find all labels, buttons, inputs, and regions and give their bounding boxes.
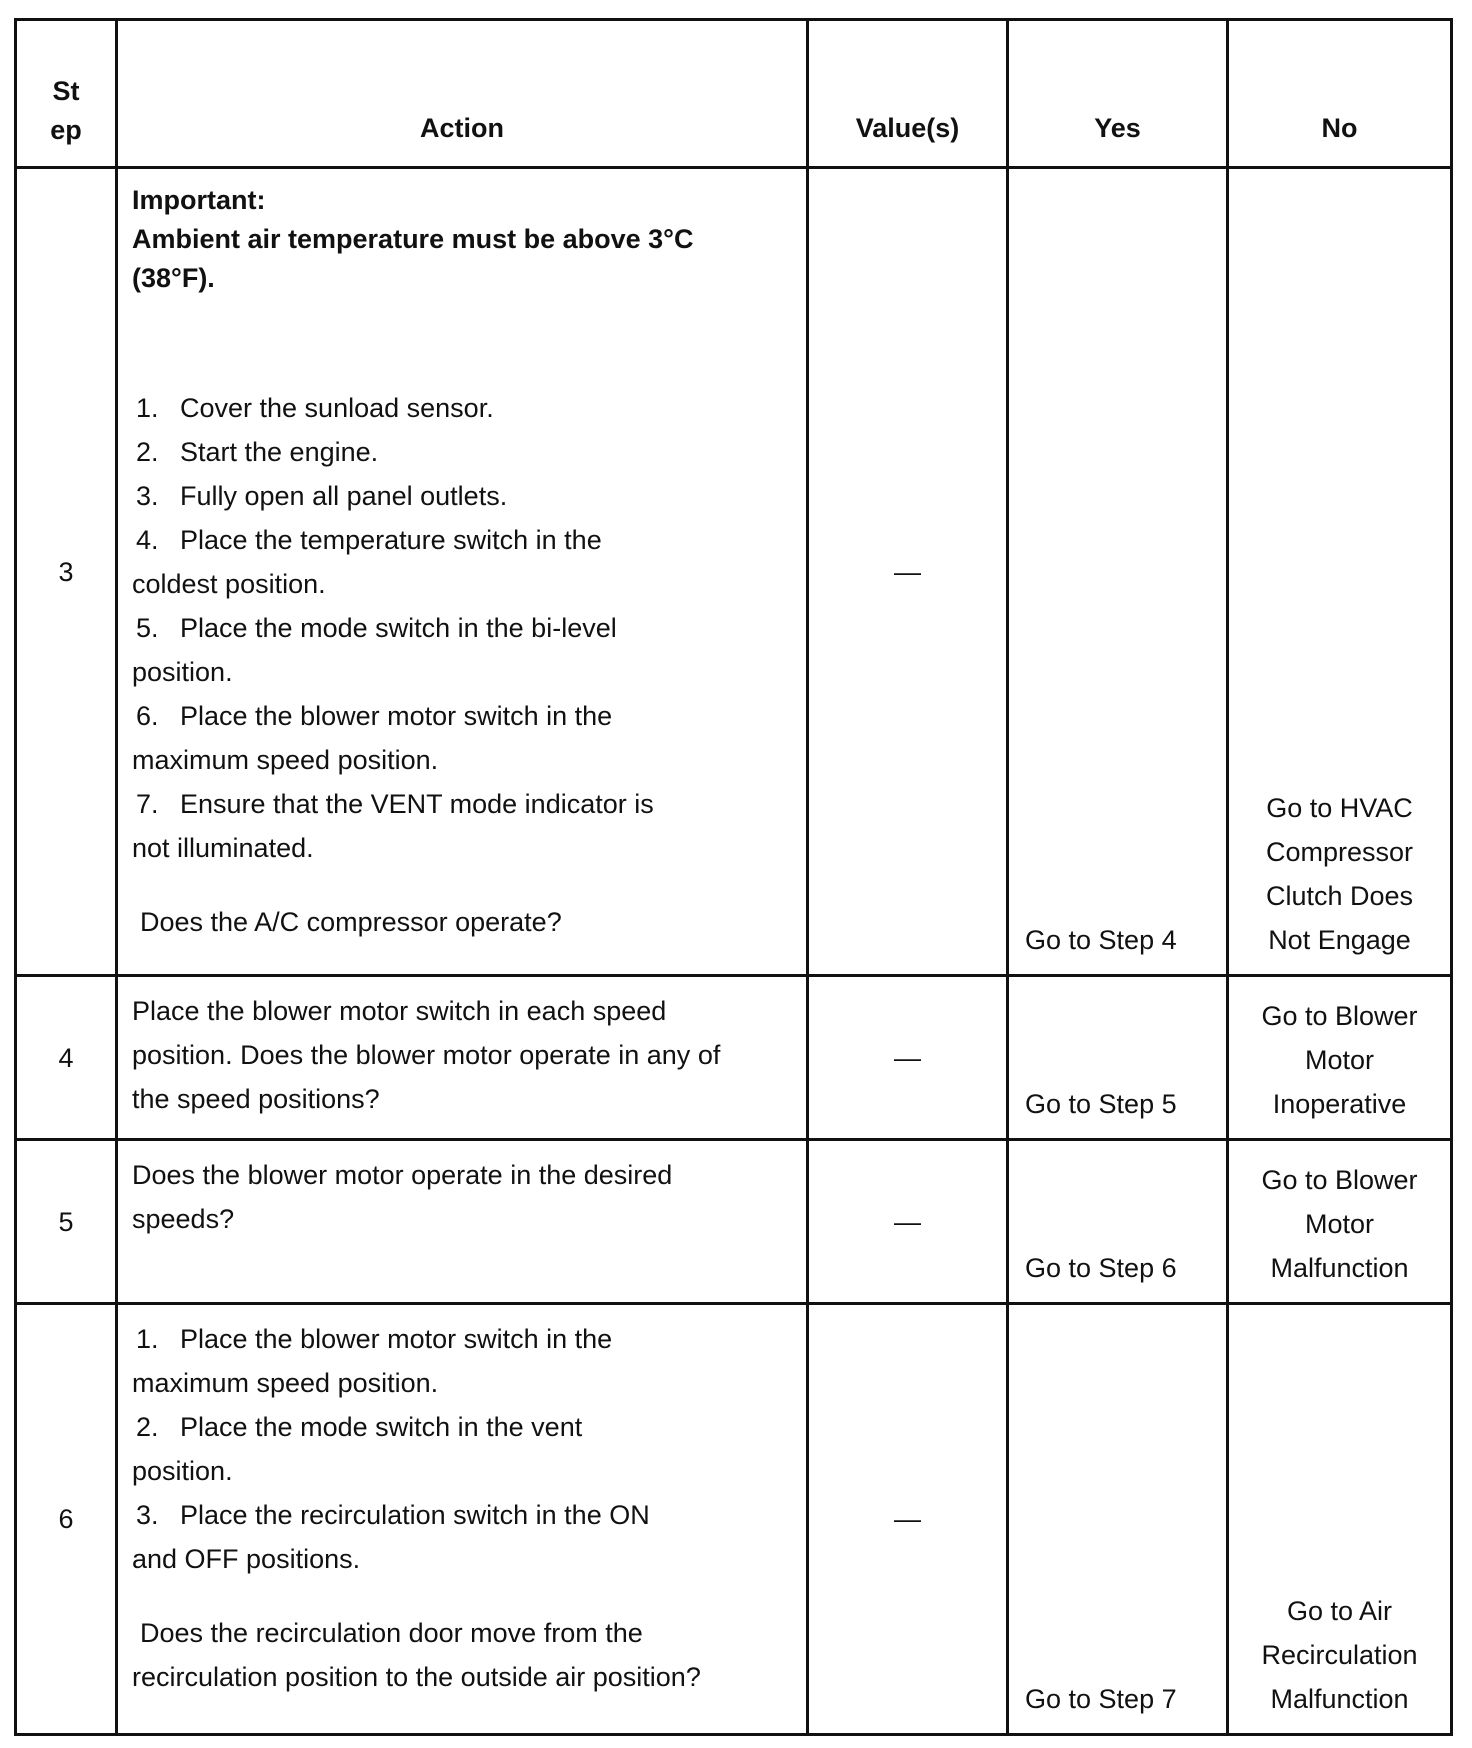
- question: Does the A/C compressor operate?: [140, 907, 562, 938]
- table-row: [16, 168, 1452, 976]
- question-line1: Does the recirculation door move from the: [140, 1618, 643, 1649]
- value-cell: —: [808, 1304, 1008, 1735]
- yes-cell: Go to Step 4: [1008, 168, 1228, 976]
- important-label: Important:: [132, 185, 266, 216]
- list-item: 5. Place the mode switch in the bi-level: [136, 613, 617, 644]
- list-item: 1. Place the blower motor switch in the: [136, 1324, 613, 1355]
- list-item-continuation: position.: [132, 657, 233, 688]
- table-row: [16, 1140, 1452, 1304]
- important-text-line2: (38°F).: [132, 263, 215, 294]
- action-cell: [117, 168, 808, 976]
- question-line2: recirculation position to the outside air position?: [132, 1662, 701, 1693]
- list-item-continuation: and OFF positions.: [132, 1544, 361, 1575]
- no-cell: Go to Blower Motor Malfunction: [1228, 1140, 1452, 1304]
- list-item: 7. Ensure that the VENT mode indicator is: [136, 789, 654, 820]
- header-no: No: [1228, 20, 1452, 168]
- list-item-continuation: maximum speed position.: [132, 745, 439, 776]
- step-number: 6: [16, 1304, 117, 1735]
- yes-cell: Go to Step 7: [1008, 1304, 1228, 1735]
- step-number: 5: [16, 1140, 117, 1304]
- action-cell: Does the blower motor operate in the desired speeds?: [117, 1140, 808, 1304]
- list-item-continuation: not illuminated.: [132, 833, 314, 864]
- yes-cell: Go to Step 6: [1008, 1140, 1228, 1304]
- list-item: 3. Place the recirculation switch in the ON: [136, 1500, 650, 1531]
- value-cell: —: [808, 1140, 1008, 1304]
- list-item: 4. Place the temperature switch in the: [136, 525, 602, 556]
- header-yes: Yes: [1008, 20, 1228, 168]
- step-number: 4: [16, 976, 117, 1140]
- header-values: Value(s): [808, 20, 1008, 168]
- list-item: 2. Start the engine.: [136, 437, 379, 468]
- list-item: 2. Place the mode switch in the vent: [136, 1412, 583, 1443]
- header-step: [16, 20, 117, 168]
- value-cell: —: [808, 168, 1008, 976]
- list-item: 6. Place the blower motor switch in the: [136, 701, 613, 732]
- list-item: 3. Fully open all panel outlets.: [136, 481, 508, 512]
- header-action: Action: [117, 20, 808, 168]
- no-cell: Go to Air Recirculation Malfunction: [1228, 1304, 1452, 1735]
- no-cell: Go to Blower Motor Inoperative: [1228, 976, 1452, 1140]
- header-step-line2: ep: [50, 115, 82, 146]
- list-item-continuation: coldest position.: [132, 569, 326, 600]
- list-item-continuation: maximum speed position.: [132, 1368, 439, 1399]
- list-item: 1. Cover the sunload sensor.: [136, 393, 494, 424]
- no-cell: Go to HVAC Compressor Clutch Does Not Engage: [1228, 168, 1452, 976]
- table-row: [16, 976, 1452, 1140]
- header-row: [16, 20, 1452, 168]
- action-cell: Place the blower motor switch in each speed position. Does the blower motor operate in any of the speed positions?: [117, 976, 808, 1140]
- list-item-continuation: position.: [132, 1456, 233, 1487]
- step-number: 3: [16, 168, 117, 976]
- table-row: [16, 1304, 1452, 1735]
- diagnostic-table: [14, 18, 1453, 1736]
- action-cell: [117, 1304, 808, 1735]
- value-cell: —: [808, 976, 1008, 1140]
- header-step-line1: St: [52, 76, 80, 107]
- important-text-line1: Ambient air temperature must be above 3°C: [132, 224, 694, 255]
- yes-cell: Go to Step 5: [1008, 976, 1228, 1140]
